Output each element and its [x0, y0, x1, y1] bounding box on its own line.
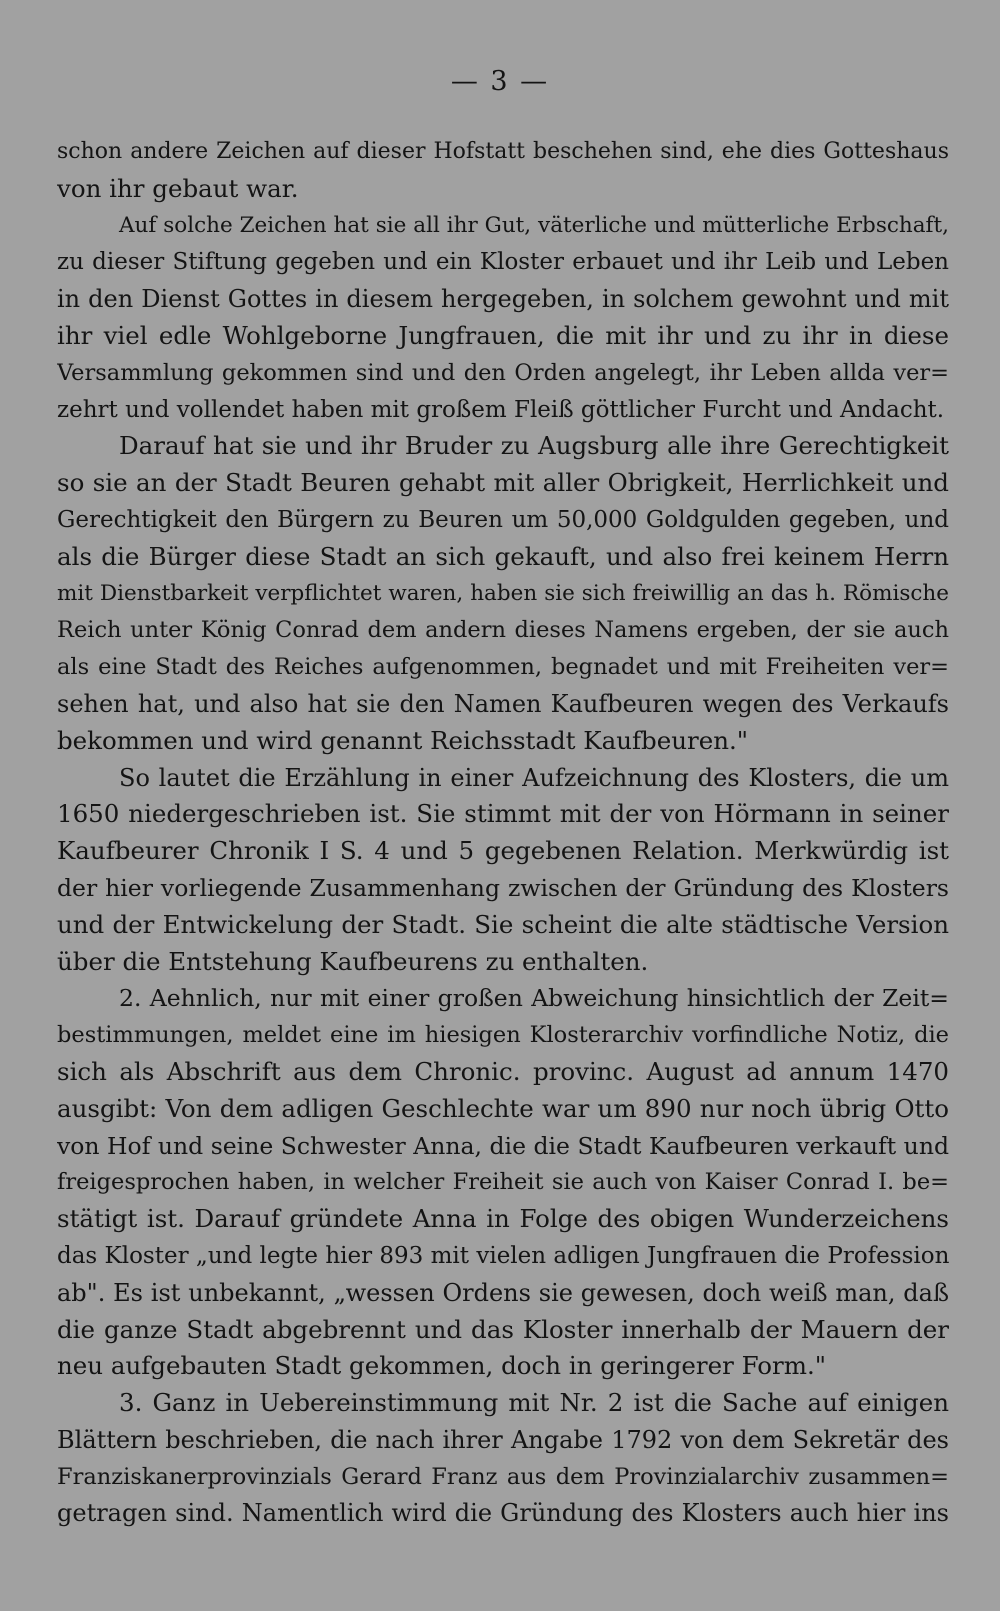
text-line: bestimmungen, meldet eine im hiesigen Klosterarchiv vorfindliche Notiz, die: [57, 1022, 949, 1049]
text-line: Darauf hat sie und ihr Bruder zu Augsburg alle ihre Gerechtigkeit: [119, 431, 949, 461]
text-line: zehrt und vollendet haben mit großem Fleiß göttlicher Furcht und Andacht.: [57, 396, 945, 423]
text-line: So lautet die Erzählung in einer Aufzeichnung des Klosters, die um: [119, 763, 949, 792]
text-line: die ganze Stadt abgebrennt und das Kloster innerhalb der Mauern der: [57, 1314, 949, 1344]
text-line: schon andere Zeichen auf dieser Hofstatt beschehen sind, ehe dies Gotteshaus: [57, 139, 949, 164]
text-line: bekommen und wird genannt Reichsstadt Kaufbeuren.": [57, 725, 749, 755]
text-line: ihr viel edle Wohlgeborne Jungfrauen, die mit ihr und zu ihr in diese: [57, 320, 949, 350]
text-line: Auf solche Zeichen hat sie all ihr Gut, väterliche und mütterliche Erbschaft,: [119, 212, 949, 238]
text-line: Reich unter König Conrad dem andern dieses Namens ergeben, der sie auch: [57, 617, 949, 644]
text-line: ausgibt: Von dem adligen Geschlechte war um 890 nur noch übrig Otto: [57, 1093, 949, 1123]
text-line: so sie an der Stadt Beuren gehabt mit aller Obrigkeit, Herrlichkeit und: [57, 468, 949, 498]
text-line: und der Entwickelung der Stadt. Sie scheint die alte städtische Version: [57, 909, 949, 939]
text-line: mit Dienstbarkeit verpflichtet waren, haben sie sich freiwillig an das h. Römische: [57, 580, 949, 606]
text-line: als die Bürger diese Stadt an sich gekauft, und also frei keinem Herrn: [57, 541, 949, 571]
text-line: 1650 niedergeschrieben ist. Sie stimmt mit der von Hörmann in seiner: [57, 799, 949, 829]
text-line: ab". Es ist unbekannt, „wessen Ordens sie gewesen, doch weiß man, daß: [57, 1278, 949, 1307]
body-text: [57, 134, 949, 1532]
text-line: neu aufgebauten Stadt gekommen, doch in geringerer Form.": [57, 1351, 827, 1381]
text-line: Kaufbeurer Chronik I S. 4 und 5 gegebenen Relation. Merkwürdig ist: [57, 836, 949, 866]
text-line: von ihr gebaut war.: [57, 173, 299, 203]
text-line: von Hof und seine Schwester Anna, die die Stadt Kaufbeuren verkauft und: [57, 1131, 949, 1160]
text-line: getragen sind. Namentlich wird die Gründung des Klosters auch hier ins: [57, 1499, 949, 1528]
text-line: als eine Stadt des Reiches aufgenommen, begnadet und mit Freiheiten ver=: [57, 654, 949, 681]
text-line: sehen hat, und also hat sie den Namen Kaufbeuren wegen des Verkaufs: [57, 689, 949, 718]
text-line: Versammlung gekommen sind und den Orden angelegt, ihr Leben allda ver=: [57, 359, 949, 386]
text-line: Franziskanerprovinzials Gerard Franz aus dem Provinzialarchiv zusammen=: [57, 1463, 949, 1490]
text-line: über die Entstehung Kaufbeurens zu enthalten.: [57, 946, 649, 976]
page-number: — 3 —: [450, 66, 550, 97]
text-line: freigesprochen haben, in welcher Freiheit sie auch von Kaiser Conrad I. be=: [57, 1169, 949, 1196]
text-line: 2. Aehnlich, nur mit einer großen Abweichung hinsichtlich der Zeit=: [119, 984, 949, 1013]
text-line: Gerechtigkeit den Bürgern zu Beuren um 50,000 Goldgulden gegeben, und: [57, 506, 949, 533]
text-line: in den Dienst Gottes in diesem hergegeben, in solchem gewohnt und mit: [57, 285, 949, 314]
text-line: Blättern beschrieben, die nach ihrer Angabe 1792 von dem Sekretär des: [57, 1425, 949, 1454]
text-line: das Kloster „und legte hier 893 mit vielen adligen Jungfrauen die Profession: [57, 1242, 949, 1269]
text-line: sich als Abschrift aus dem Chronic. provinc. August ad annum 1470: [57, 1056, 949, 1086]
text-line: der hier vorliegende Zusammenhang zwischen der Gründung des Klosters: [57, 873, 949, 902]
text-line: zu dieser Stiftung gegeben und ein Kloster erbauet und ihr Leib und Leben: [57, 249, 949, 276]
text-line: 3. Ganz in Uebereinstimmung mit Nr. 2 ist die Sache auf einigen: [119, 1388, 949, 1418]
text-line: stätigt ist. Darauf gründete Anna in Folge des obigen Wunderzeichens: [57, 1204, 949, 1234]
